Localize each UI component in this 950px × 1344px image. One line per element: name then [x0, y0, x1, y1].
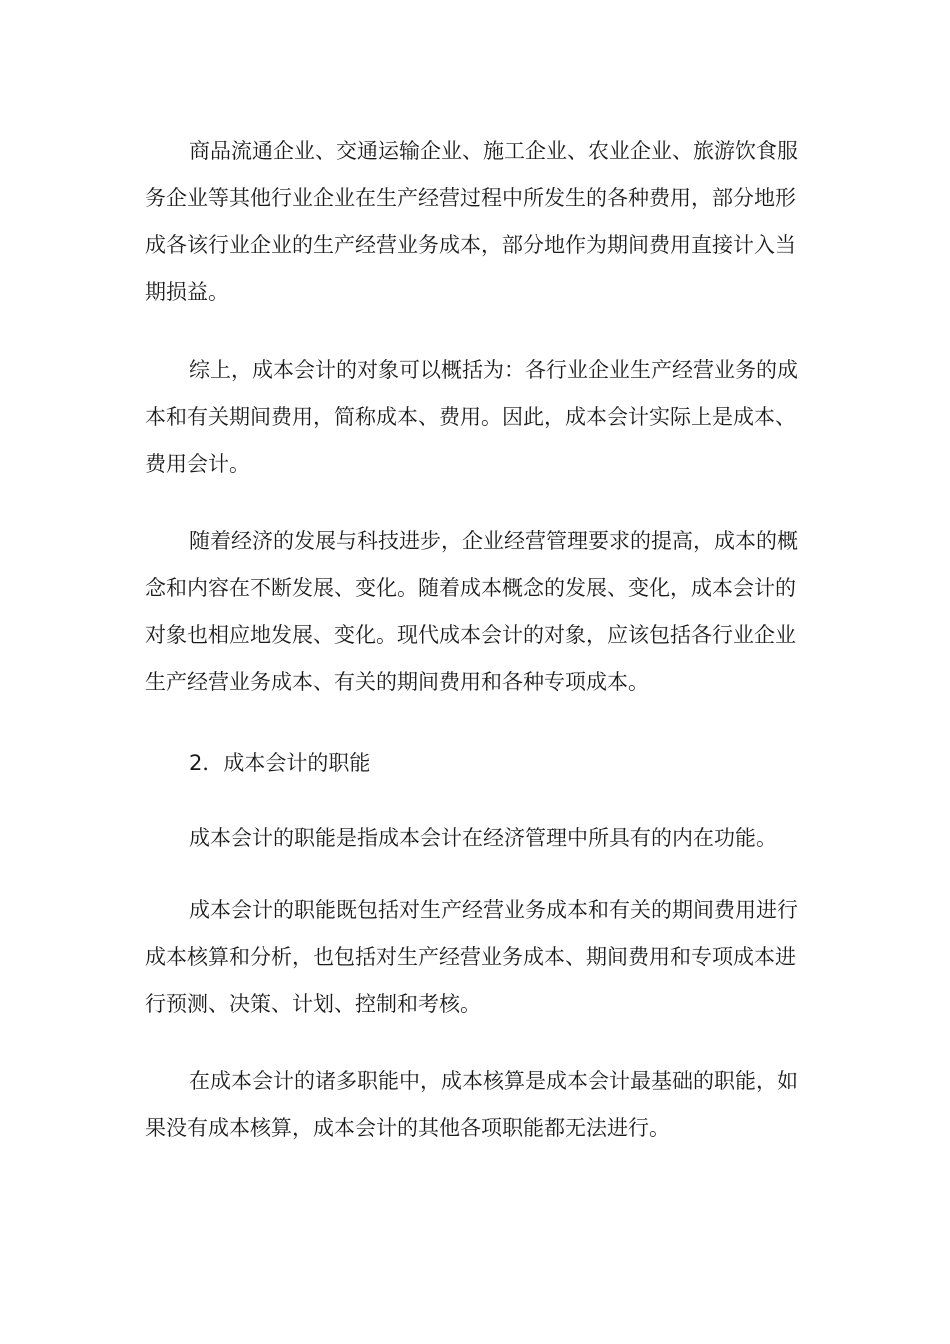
paragraph-other-industries-costs: 商品流通企业、交通运输企业、施工企业、农业企业、旅游饮食服务企业等其他行业企业在生产经营过程中所发生的各种费用，部分地形成各该行业企业的生产经营业务成本，部分地作为期间费用直接计入当期损益。 — [145, 139, 798, 304]
paragraph-cost-calculation-basis: 在成本会计的诸多职能中，成本核算是成本会计最基础的职能，如果没有成本核算，成本会计的其他各项职能都无法进行。 — [145, 1069, 798, 1140]
paragraph-function-scope: 成本会计的职能既包括对生产经营业务成本和有关的期间费用进行成本核算和分析，也包括对生产经营业务成本、期间费用和专项成本进行预测、决策、计划、控制和考核。 — [145, 898, 798, 1016]
paragraph-summary-cost-accounting-object: 综上，成本会计的对象可以概括为：各行业企业生产经营业务的成本和有关期间费用，简称成本、费用。因此，成本会计实际上是成本、费用会计。 — [145, 358, 798, 476]
paragraph-function-definition: 成本会计的职能是指成本会计在经济管理中所具有的内在功能。 — [189, 826, 777, 850]
paragraph-modern-cost-accounting-object: 随着经济的发展与科技进步，企业经营管理要求的提高，成本的概念和内容在不断发展、变化。随着成本概念的发展、变化，成本会计的对象也相应地发展、变化。现代成本会计的对象，应该包括各行业企业生产经营业务成本、有关的期间费用和各种专项成本。 — [145, 529, 798, 694]
section-heading-cost-accounting-functions: 2．成本会计的职能 — [189, 751, 371, 775]
